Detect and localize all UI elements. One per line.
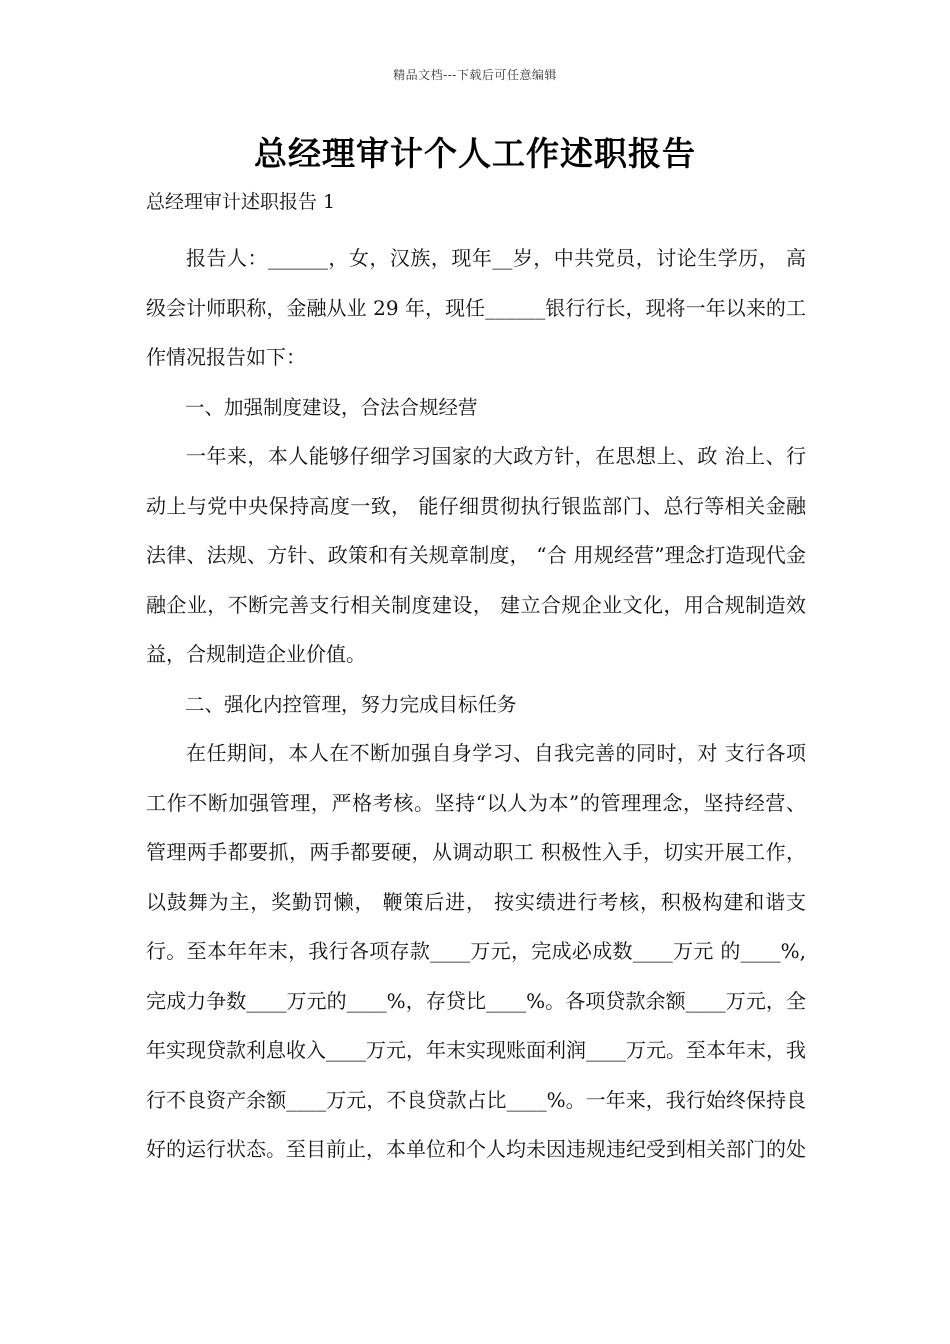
document-title: 总经理审计个人工作述职报告: [254, 134, 696, 173]
document-body: [146, 234, 806, 1175]
section-heading-2: 二、强化内控管理，努力完成目标任务: [185, 692, 517, 716]
page-header: 精品文档---下载后可任意编辑: [393, 68, 557, 82]
document-subtitle: 总经理审计述职报告 1: [146, 191, 336, 213]
paragraph-reporter-info: 报告人：______，女，汉族，现年__岁，中共党员，讨论生学历， 高级会计师职称，金融从业 29 年，现任______银行行长，现将一年以来的工作情况报告如下：: [146, 246, 806, 369]
paragraph-section-2: 在任期间，本人在不断加强自身学习、自我完善的同时，对 支行各项工作不断加强管理，严格考核。坚持“以人为本”的管理理念，坚持经营、管理两手都要抓，两手都要硬，从调动职工 积极性入手，切实开展工作，以鼓舞为主，奖勤罚懒， 鞭策后进， 按实绩进行考核，积极构建和谐支行。至本年年末，我行各项存款____万元，完成必成数____万元 的____%,完成力争数____万元的____%，存贷比____%。各项贷款余额____万元，全年实现贷款利息收入____万元，年末实现账面利润____万元。至本年末，我行不良资产余额____万元，不良贷款占比____%。一年来，我行始终保持良好的运行状态。至目前止，本单位和个人均未因违规违纪受到相关部门的处: [146, 741, 806, 1161]
section-heading-1: 一、加强制度建设，合法合规经营: [185, 395, 478, 419]
paragraph-section-1: 一年来，本人能够仔细学习国家的大政方针，在思想上、政 治上、行动上与党中央保持高度一致， 能仔细贯彻执行银监部门、总行等相关金融法律、法规、方针、政策和有关规章制度， “合 用规经营”理念打造现代金融企业，不断完善支行相关制度建设， 建立合规企业文化，用合规制造效益，合规制造企业价值。: [146, 444, 806, 666]
